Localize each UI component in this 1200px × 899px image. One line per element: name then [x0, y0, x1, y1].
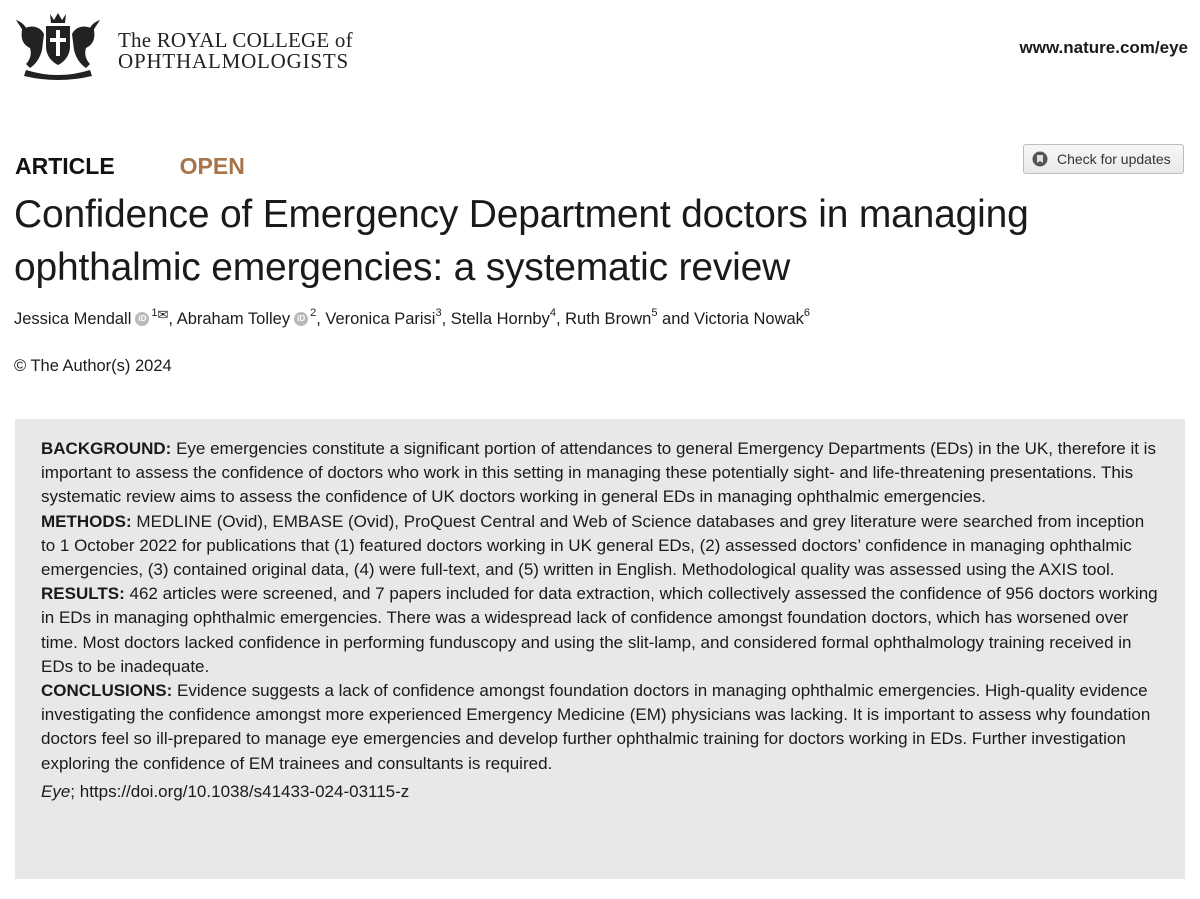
journal-website-link[interactable]: www.nature.com/eye — [1019, 38, 1188, 57]
journal-name: Eye — [41, 781, 71, 801]
citation-separator: ; — [70, 781, 80, 801]
author-name: Victoria Nowak — [694, 310, 804, 328]
author-name: Abraham Tolley — [176, 310, 291, 328]
citation-line — [41, 780, 1163, 804]
conclusions-text: Evidence suggests a lack of confidence amongst foundation doctors in managing ophthalmic emergencies. High-quality evidence investigating the confidence amongst more experienced Emergency Medicine (EM) physicians was lacking. It is important to assess why foundation doctors feel so ill-prepared to manage eye emergencies and develop further ophthalmic training for doctors working in EDs. Further investigation exploring the confidence of EM trainees and consultants is required. — [41, 681, 1151, 773]
author-2[interactable] — [176, 307, 317, 328]
results-heading: RESULTS: — [41, 584, 125, 604]
author-separator: , — [168, 310, 177, 328]
author-separator: , — [441, 310, 451, 328]
email-icon[interactable]: ✉ — [157, 307, 169, 322]
author-affiliation: 6 — [803, 307, 811, 319]
college-name-line2: OPHTHALMOLOGISTS — [118, 49, 349, 73]
methods-text: MEDLINE (Ovid), EMBASE (Ovid), ProQuest Central and Web of Science databases and grey literature were searched from inception to 1 October 2022 for publications that (1) featured doctors working in UK general EDs, (2) assessed doctors’ confidence in managing ophthalmic emergencies, (3) contained original data, (4) were full-text, and (5) written in English. Methodological quality was assessed using the AXIS tool. — [41, 511, 1145, 580]
author-name: Veronica Parisi — [325, 310, 436, 328]
author-conjunction: and — [657, 310, 695, 328]
article-type-label: ARTICLE — [15, 153, 115, 179]
author-affiliation: 1 — [151, 307, 158, 319]
abstract-background — [41, 437, 1163, 510]
author-list — [14, 307, 811, 329]
doi-link[interactable]: https://doi.org/10.1038/s41433-024-03115-z — [79, 781, 410, 801]
author-affiliation: 2 — [310, 307, 317, 319]
author-affiliation: 5 — [651, 307, 658, 319]
author-name: Stella Hornby — [450, 310, 550, 328]
article-title: Confidence of Emergency Department doctors in managing ophthalmic emergencies: a systematic review — [14, 193, 1029, 289]
article-type-row — [15, 153, 245, 180]
author-3[interactable] — [325, 307, 442, 328]
check-for-updates-button[interactable] — [1023, 144, 1184, 174]
abstract-box — [15, 419, 1185, 879]
abstract-methods — [41, 510, 1163, 583]
bookmark-icon — [1032, 151, 1048, 167]
college-crest-logo — [12, 10, 104, 80]
author-6[interactable] — [694, 307, 811, 328]
abstract-results — [41, 582, 1163, 679]
abstract-conclusions — [41, 679, 1163, 776]
author-name: Ruth Brown — [565, 310, 652, 328]
methods-heading: METHODS: — [41, 511, 132, 531]
author-separator: , — [555, 310, 566, 328]
author-affiliation: 4 — [549, 307, 556, 319]
author-1[interactable] — [14, 307, 169, 328]
background-heading: BACKGROUND: — [41, 439, 172, 458]
conclusions-heading: CONCLUSIONS: — [41, 681, 173, 701]
college-name — [118, 30, 353, 72]
author-5[interactable] — [565, 307, 658, 328]
author-4[interactable] — [450, 307, 556, 328]
check-for-updates-label: Check for updates — [1057, 151, 1171, 167]
results-text: 462 articles were screened, and 7 papers included for data extraction, which collectively assessed the confidence of 956 doctors working in EDs in managing ophthalmic emergencies. There was a widespread lack of confidence amongst foundation doctors, which has worsened over time. Most doctors lacked confidence in performing funduscopy and using the slit-lamp, and considered formal ophthalmology training received in EDs to be inadequate. — [41, 584, 1158, 676]
orcid-icon[interactable]: iD — [135, 312, 149, 326]
author-name: Jessica Mendall — [14, 310, 132, 328]
copyright-notice: © The Author(s) 2024 — [14, 357, 172, 375]
open-access-label: OPEN — [179, 153, 245, 179]
author-separator: , — [316, 310, 326, 328]
author-affiliation: 3 — [435, 307, 442, 319]
background-text: Eye emergencies constitute a significant portion of attendances to general Emergency Departments (EDs) in the UK, therefore it is important to assess the confidence of doctors who work in this setting in managing these potentially sight- and life-threatening presentations. This systematic review aims to assess the confidence of UK doctors working in general EDs in managing ophthalmic emergencies. — [41, 439, 1156, 507]
college-name-line1: The ROYAL COLLEGE of — [118, 28, 353, 52]
orcid-icon[interactable]: iD — [294, 312, 308, 326]
